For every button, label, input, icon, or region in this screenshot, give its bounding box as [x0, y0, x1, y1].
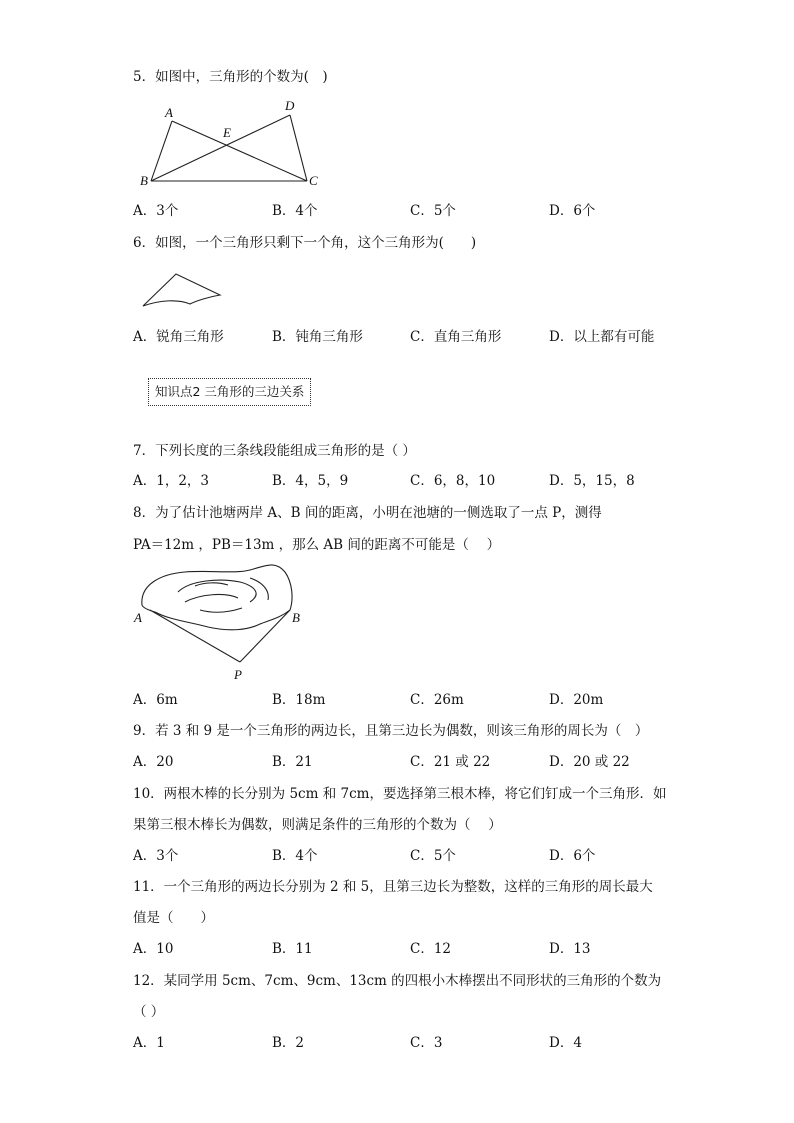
q12-stem-line2: （ ）	[133, 1004, 165, 1020]
q12-stem-line1: 12．某同学用 5cm、7cm、9cm、13cm 的四根小木棒摆出不同形状的三角形的个数为	[133, 973, 662, 989]
q8-label-b: B	[292, 610, 300, 625]
q5-figure	[135, 95, 325, 190]
q11-option-c[interactable]: C．12	[410, 941, 452, 957]
q5-segment-ac	[172, 121, 307, 181]
section-title: 知识点2 三角形的三边关系	[148, 378, 311, 406]
q11-option-b[interactable]: B．11	[272, 941, 313, 957]
q5-option-a[interactable]: A．3个	[133, 203, 179, 219]
q6-option-c[interactable]: C．直角三角形	[410, 329, 502, 345]
q7-option-a[interactable]: A．1，2，3	[133, 473, 210, 489]
q6-option-a[interactable]: A．锐角三角形	[133, 329, 224, 345]
q9-option-b[interactable]: B．21	[272, 754, 313, 770]
q9-option-d[interactable]: D．20 或 22	[549, 754, 630, 770]
q8-label-a: A	[134, 610, 142, 625]
q5-segment-cd	[290, 115, 307, 181]
q11-stem-line2: 值是（ ）	[133, 910, 214, 926]
q12-option-c[interactable]: C．3	[410, 1035, 443, 1051]
q9-option-a[interactable]: A．20	[133, 754, 174, 770]
q8-pond-swirl-3	[195, 583, 228, 586]
q11-option-d[interactable]: D．13	[549, 941, 591, 957]
q8-pond-outline	[142, 565, 292, 630]
q5-label-e: E	[223, 125, 231, 140]
q8-option-c[interactable]: C．26m	[410, 692, 464, 708]
q10-option-d[interactable]: D．6个	[549, 848, 596, 864]
q5-segment-bd	[151, 115, 290, 181]
q11-option-a[interactable]: A．10	[133, 941, 174, 957]
q8-pond-swirl-4	[250, 578, 268, 600]
q8-label-p: P	[234, 667, 242, 682]
q8-option-d[interactable]: D．20m	[549, 692, 604, 708]
q6-stem: 6．如图，一个三角形只剩下一个角，这个三角形为( )	[133, 235, 477, 251]
q7-stem: 7．下列长度的三条线段能组成三角形的是（ ）	[133, 443, 416, 459]
q10-stem-line1: 10．两根木棒的长分别为 5cm 和 7cm，要选择第三根木棒，将它们钉成一个三角形．如	[133, 786, 667, 802]
q5-stem: 5．如图中，三角形的个数为( )	[133, 69, 328, 85]
q6-option-b[interactable]: B．钝角三角形	[272, 329, 363, 345]
q9-stem: 9．若 3 和 9 是一个三角形的两边长，且第三边长为偶数，则该三角形的周长为（ ）	[133, 723, 649, 739]
q8-segment-bp	[240, 610, 290, 662]
q8-stem-line2: PA＝12m ，PB＝13m ，那么 AB 间的距离不可能是（ ）	[133, 537, 501, 553]
q6-figure	[138, 268, 228, 313]
q12-option-d[interactable]: D．4	[549, 1035, 582, 1051]
q10-option-a[interactable]: A．3个	[133, 848, 179, 864]
q5-option-c[interactable]: C．5个	[410, 203, 456, 219]
q7-option-b[interactable]: B．4，5，9	[272, 473, 349, 489]
q5-option-b[interactable]: B．4个	[272, 203, 318, 219]
q9-option-c[interactable]: C．21 或 22	[410, 754, 491, 770]
q8-option-a[interactable]: A．6m	[133, 692, 178, 708]
q8-segment-ap	[150, 610, 240, 662]
q5-label-b: B	[140, 173, 148, 188]
q8-stem-line1: 8．为了估计池塘两岸 A、B 间的距离，小明在池塘的一侧选取了一点 P，测得	[133, 505, 602, 521]
q10-stem-line2: 果第三根木棒长为偶数，则满足条件的三角形的个数为（ ）	[133, 817, 502, 833]
q7-option-c[interactable]: C．6，8，10	[410, 473, 496, 489]
q8-pond-swirl-5	[200, 608, 242, 612]
q6-broken-triangle	[143, 274, 220, 306]
q5-label-c: C	[309, 173, 318, 188]
q12-option-b[interactable]: B．2	[272, 1035, 305, 1051]
q10-option-c[interactable]: C．5个	[410, 848, 456, 864]
q8-pond-swirl-2	[185, 595, 238, 602]
q8-figure	[130, 560, 310, 685]
q10-option-b[interactable]: B．4个	[272, 848, 318, 864]
q8-option-b[interactable]: B．18m	[272, 692, 326, 708]
q5-label-d: D	[285, 98, 295, 113]
q5-option-d[interactable]: D．6个	[549, 203, 596, 219]
q12-option-a[interactable]: A．1	[133, 1035, 165, 1051]
q6-option-d[interactable]: D．以上都有可能	[549, 329, 655, 345]
q5-label-a: A	[165, 105, 173, 120]
q11-stem-line1: 11．一个三角形的两边长分别为 2 和 5，且第三边长为整数，这样的三角形的周长最大	[133, 879, 653, 895]
q7-option-d[interactable]: D．5，15，8	[549, 473, 635, 489]
